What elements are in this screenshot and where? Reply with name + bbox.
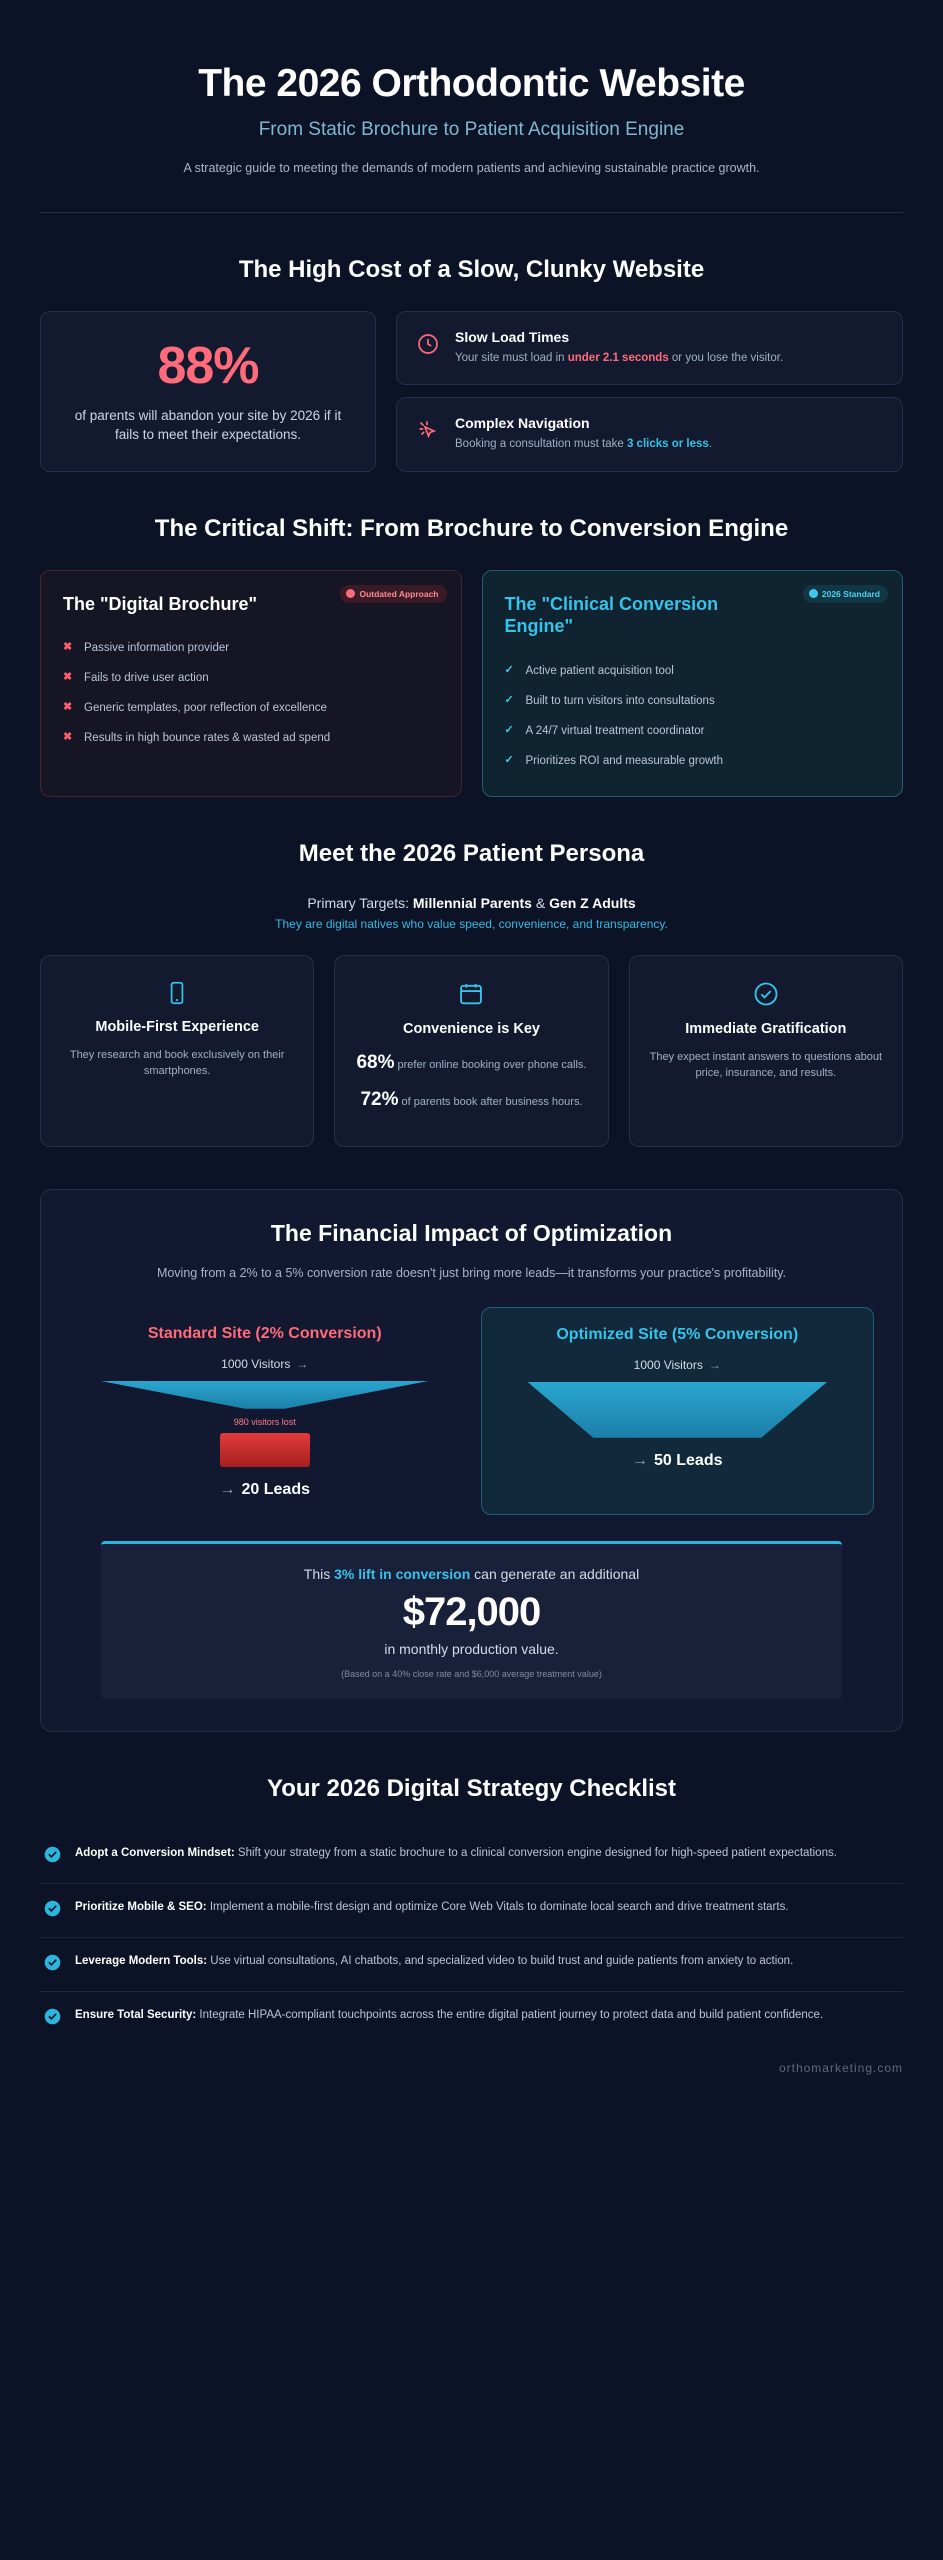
list-item: [40, 1830, 903, 1884]
standard-lost-label: 980 visitors lost: [233, 1416, 296, 1427]
check-circle-icon: [44, 2008, 62, 2030]
list-item: ✓ Prioritizes ROI and measurable growth: [504, 753, 723, 767]
roi-callout: [101, 1541, 842, 1699]
footer-brand: orthomarketing.com: [778, 2060, 903, 2075]
roi-line-1: This 3% lift in conversion can generate an additional: [303, 1565, 640, 1582]
persona-section: [0, 839, 943, 1147]
slow-load-text: Your site must load in under 2.1 seconds or you lose the visitor.: [455, 352, 784, 365]
slow-load-title: Slow Load Times: [455, 329, 570, 346]
persona-target-1: Millennial Parents: [412, 894, 532, 911]
badge-dot-icon: [346, 589, 355, 598]
checklist-item-text: Adopt a Conversion Mindset: Shift your strategy from a static brochure to a clinical conversion engine designed for high-speed patient expectations.: [75, 1846, 837, 1859]
conversion-engine-heading: The "Clinical Conversion Engine": [504, 593, 719, 637]
check-icon: ✓: [504, 723, 514, 736]
standard-funnel-heading: Standard Site (2% Conversion): [147, 1324, 382, 1342]
optimized-funnel: [481, 1307, 875, 1515]
digital-brochure-card: [40, 570, 462, 797]
cost-section-title: The High Cost of a Slow, Clunky Website: [238, 256, 705, 284]
persona-card-gratification: [629, 955, 903, 1147]
conversion-engine-list: [505, 656, 881, 776]
list-item: [40, 1938, 903, 1992]
roi-amount: $72,000: [402, 1589, 541, 1634]
persona-section-title: Meet the 2026 Patient Persona: [298, 839, 645, 867]
abandon-stat-description: of parents will abandon your site by 2026 if it fails to meet their expectations.: [74, 407, 342, 443]
optimized-leads: → 50 Leads: [632, 1451, 723, 1469]
abandon-stat-card: [40, 311, 376, 472]
check-icon: ✓: [504, 753, 514, 766]
persona-tagline: They are digital natives who value speed, convenience, and transparency.: [275, 916, 668, 931]
check-icon: ✓: [504, 663, 514, 676]
roi-line-2: in monthly production value.: [384, 1640, 559, 1657]
persona-targets: Primary Targets: Millennial Parents & Gen Z Adults: [307, 894, 636, 911]
clock-icon: [415, 331, 441, 357]
check-circle-icon: [648, 980, 884, 1008]
mobile-phone-icon: [59, 980, 295, 1006]
x-icon: ✖: [63, 701, 73, 714]
calendar-icon: [353, 980, 589, 1008]
hero-description: A strategic guide to meeting the demands of modern patients and achieving sustainable practice growth.: [183, 160, 760, 175]
persona-target-2: Gen Z Adults: [549, 894, 636, 911]
list-item: [40, 1992, 903, 2045]
complex-nav-highlight: 3 clicks or less: [626, 438, 709, 451]
standard-2026-badge: [803, 585, 888, 603]
standard-funnel: [69, 1307, 461, 1515]
financial-section: [0, 1189, 943, 1732]
hero-section: [0, 0, 943, 178]
complex-nav-title: Complex Navigation: [455, 415, 590, 432]
optimized-funnel-shape: [527, 1382, 827, 1438]
x-icon: ✖: [63, 731, 73, 744]
digital-brochure-list: [63, 633, 439, 753]
shift-section: [0, 514, 943, 797]
financial-title: The Financial Impact of Optimization: [270, 1219, 673, 1246]
arrow-icon: →: [708, 1357, 721, 1372]
check-circle-icon: [44, 1846, 62, 1868]
arrow-icon: →: [296, 1356, 309, 1371]
check-circle-icon: [44, 1954, 62, 1976]
optimized-funnel-heading: Optimized Site (5% Conversion): [556, 1325, 799, 1343]
list-item: ✓ Active patient acquisition tool: [504, 663, 674, 677]
checklist-item-text: Prioritize Mobile & SEO: Implement a mobile-first design and optimize Core Web Vitals to dominate local search and drive treatment starts.: [75, 1900, 789, 1913]
list-item: ✖ Passive information provider: [63, 641, 230, 655]
check-icon: ✓: [504, 693, 514, 706]
standard-badge-label: 2026 Standard: [821, 588, 880, 599]
arrow-icon: →: [219, 1480, 236, 1498]
conversion-engine-card: [482, 570, 904, 797]
list-item: ✓ Built to turn visitors into consultations: [504, 693, 715, 707]
persona-card-gratification-text: They expect instant answers to questions about price, insurance, and results.: [649, 1050, 882, 1080]
x-icon: ✖: [63, 671, 73, 684]
list-item: ✖ Generic templates, poor reflection of excellence: [63, 701, 327, 715]
persona-card-gratification-title: Immediate Gratification: [685, 1020, 847, 1037]
checklist-item-text: Leverage Modern Tools: Use virtual consultations, AI chatbots, and specialized video to build trust and guide patients from anxiety to action.: [75, 1954, 794, 1967]
hero-divider: [40, 212, 903, 213]
digital-brochure-heading: The "Digital Brochure": [63, 593, 258, 614]
list-item: ✓ A 24/7 virtual treatment coordinator: [504, 723, 705, 737]
roi-footnote: (Based on a 40% close rate and $6,000 average treatment value): [341, 1668, 602, 1679]
shift-section-title: The Critical Shift: From Brochure to Conversion Engine: [154, 514, 789, 542]
persona-card-convenience-title: Convenience is Key: [402, 1020, 540, 1037]
x-icon: ✖: [63, 641, 73, 654]
check-circle-icon: [44, 1900, 62, 1922]
list-item: [40, 1884, 903, 1938]
persona-card-mobile-text: They research and book exclusively on their smartphones.: [69, 1048, 285, 1078]
hero-subtitle: From Static Brochure to Patient Acquisition Engine: [258, 118, 685, 140]
persona-stat-2: 72% of parents book after business hours.: [360, 1089, 583, 1111]
badge-check-icon: [809, 589, 818, 598]
list-item: ✖ Fails to drive user action: [63, 671, 209, 685]
funnel-comparison: [69, 1307, 874, 1515]
financial-description: Moving from a 2% to a 5% conversion rate doesn't just bring more leads—it transforms your practice's profitability.: [156, 1265, 787, 1280]
abandon-stat-value: 88%: [157, 336, 259, 395]
outdated-approach-badge: [340, 585, 446, 603]
slow-load-card: [396, 311, 903, 385]
complex-nav-card: [396, 397, 903, 471]
outdated-badge-label: Outdated Approach: [359, 588, 439, 599]
cost-section: [0, 255, 943, 472]
optimized-visitors: 1000 Visitors →: [633, 1357, 721, 1372]
cursor-click-icon: [415, 417, 441, 443]
standard-leads: → 20 Leads: [219, 1480, 310, 1498]
roi-highlight: 3% lift in conversion: [334, 1565, 471, 1582]
persona-card-mobile-title: Mobile-First Experience: [95, 1018, 259, 1035]
page-title: The 2026 Orthodontic Website: [198, 62, 745, 105]
checklist-title: Your 2026 Digital Strategy Checklist: [266, 1774, 677, 1802]
persona-card-mobile: [40, 955, 314, 1147]
slow-load-highlight: under 2.1 seconds: [567, 352, 669, 365]
checklist-item-text: Ensure Total Security: Integrate HIPAA-compliant touchpoints across the entire digital patient journey to protect data and build patient confidence.: [75, 2008, 824, 2021]
standard-visitors: 1000 Visitors →: [221, 1356, 309, 1371]
checklist-section: [0, 1774, 943, 2045]
list-item: ✖ Results in high bounce rates & wasted ad spend: [63, 731, 331, 745]
complex-nav-text: Booking a consultation must take 3 clicks or less.: [455, 438, 713, 451]
standard-lost-bar: [220, 1433, 310, 1467]
standard-funnel-shape: [100, 1381, 430, 1409]
persona-card-convenience: [334, 955, 608, 1147]
persona-stat-1: 68% prefer online booking over phone calls.: [356, 1051, 587, 1073]
arrow-icon: →: [632, 1451, 648, 1469]
